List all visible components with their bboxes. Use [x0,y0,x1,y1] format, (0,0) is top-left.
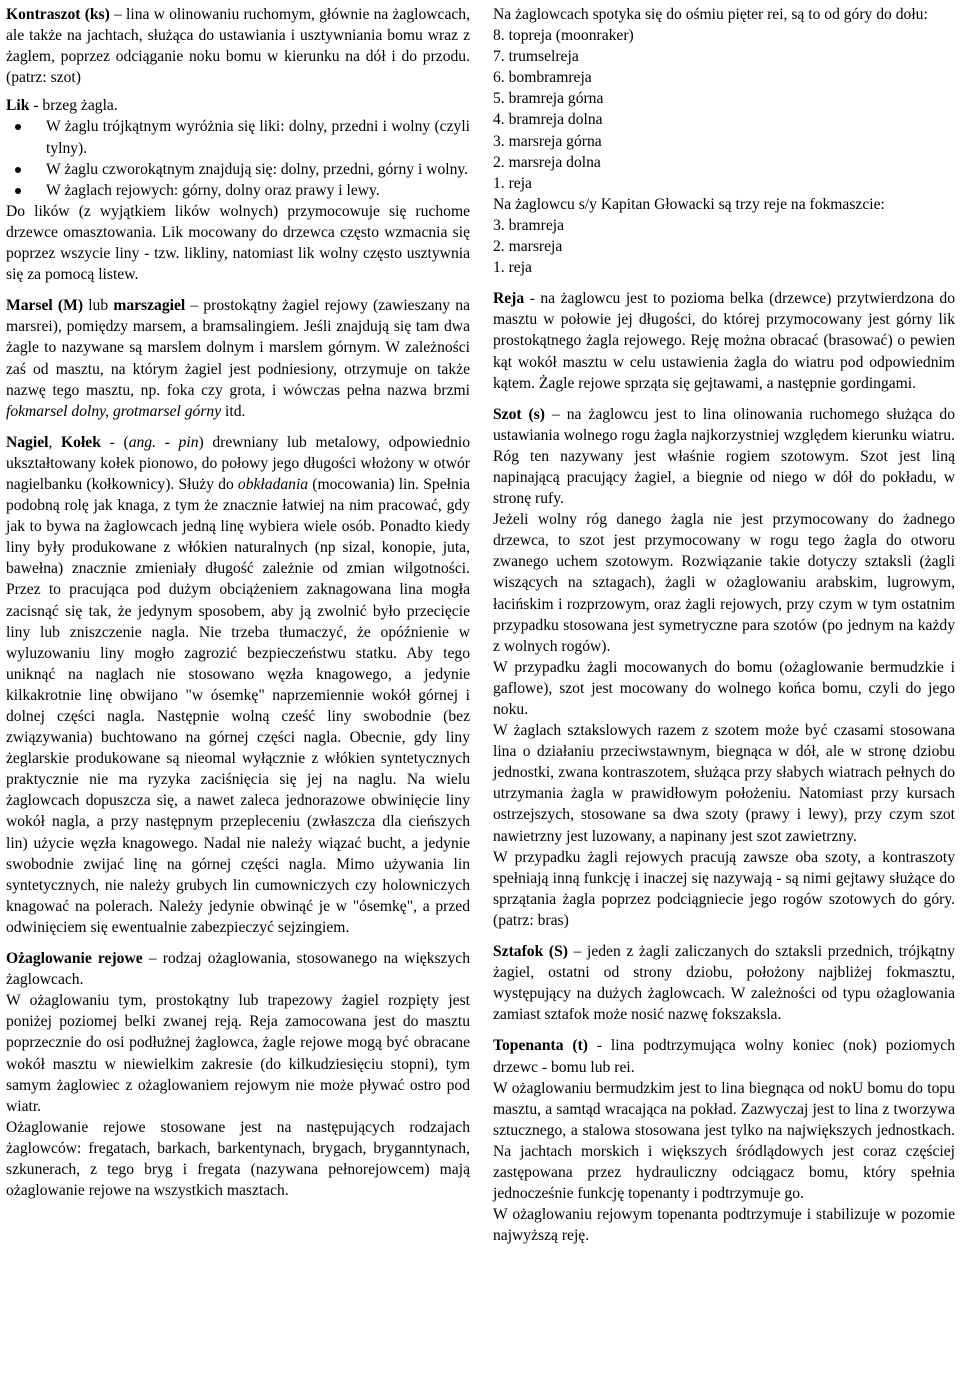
italic-obkladania: obkładania [237,475,309,493]
paragraph-szot-2: Jeżeli wolny róg danego żagla nie jest przymocowany do żadnego drzewca, to szot jest przymocowany w rogu tego żagla do otworu zwanego uchem szotowym. Rozwiązanie takie dotyczy sztaksli (żagli wiszących na sztagach), żagli w ożaglowaniu arabskim, lugrowym, łacińskim i rozprzowym, oraz żagli rejowych, przy czym w tym ostatnim przypadku stosowana jest symetryczne para szotów (po jednym na każdy z wolnych rogów). [493,511,955,655]
list-item: 4. bramreja dolna [493,111,603,129]
entry-topenanta [493,1035,955,1077]
bullet-item: W żaglu czworokątnym znajdują się: dolny, przedni, górny i wolny. [6,159,470,180]
list-item: 3. marsreja górna [493,132,602,150]
separator: , [48,433,62,451]
definition-kontraszot: – lina w olinowaniu ruchomym, głównie na żaglowcach, ale także na jachtach, służąca do ustawiania i usztywniania bomu wraz z żaglem, poprzez odciąganie noku bomu w kierunku na dół i do przodu. (patrz: szot) [6,6,470,87]
dash-text: - ( [100,433,129,451]
paragraph-szot-5: W przypadku żagli rejowych pracują zawsze oba szoty, a kontraszoty spełniają inną funkcję i inaczej się nazywają - są nimi gejtawy służące do sprzątania żagla poprzez podciągniecie jego rogów szotowych do góry. (patrz: bras) [493,848,955,929]
term-kolek: Kołek [61,433,101,451]
italic-pin: - pin [155,433,199,451]
yard-levels-list [493,25,955,194]
entry-ozaglowanie [6,948,470,990]
definition-ozaglowanie: – rodzaj ożaglowania, stosowanego na większych żaglowcach. [6,950,470,989]
term-ozaglowanie: Ożaglowanie rejowe [6,950,143,968]
term-marszagiel: marszagiel [113,297,186,315]
text-end: itd. [221,402,246,420]
entry-marsel [6,295,470,422]
term-sztafok: Sztafok (S) [493,943,568,961]
definition-nagiel-2: (mocowania) lin. Spełnia podobną rolę jak knaga, z tym że znacznie łatwiej na nim pracować, gdy jak to bywa na żaglowcach jedną linę wybiera wiele osób. Ponadto kiedy liny były produkowane z włókien naturalnych (np sizal, konopie, juta, bawełna) znacznie zmieniały długość zależnie od zmian wilgotności. Przez to pracująca pod dużym obciążeniem zaknagowana lina mogła zacisnąć się tak, że jedynym sposobem, aby ją zwolnić było przecięcie liny lub zniszczenie nagla. Nie trzeba tłumaczyć, że opóźnienie w wyluzowaniu liny mogło zagrozić bezpieczeństwu statku. Aby tego uniknąć na naglach nie stosowano węzła knagowego, a jedynie kilkakrotnie linę obwijano "w ósemkę" naprzemiennie wokół górnej i dolnej części nagla. Następnie wolną cześć liny swobodnie (bez związywania) buchtowano na górnej części nagla. Obecnie, gdy liny żeglarskie produkowane są nieomal wyłącznie z włókien syntetycznych praktycznie nie ma ryzyka zaciśnięcia się jej na naglu. Na wielu żaglowcach dopuszcza się, a nawet zaleca jednorazowe obwinięcie liny wokół nagla, a przy następnym przepleceniu (zwłaszcza dla cieńszych lin) użycie węzła knagowego. Nadal nie należy wiązać bucht, a jedynie swobodnie zwijać linę na górnej części nagla. Mimo używania lin syntetycznych, nie należy grubych lin cumowniczych czy holowniczych knagować na polerach. Należy jedynie obwinąć je w "ósemkę", a przed odwinięciem się ewentualnie zabezpieczyć sejzingiem. [6,475,470,936]
term-lik: Lik [6,97,30,115]
definition-szot: – na żaglowcu jest to lina olinowania ruchomego służąca do ustawiania wolnego rogu żagla najkorzystniej względem kierunku wiatru. Róg ten nazywany jest właśnie rogiem szotowym. Szot jest liną napinającą pracujący żagiel, a biegnie od niego w dół do pokładu, w stronę rufy. [493,405,955,508]
term-szot: Szot (s) [493,405,546,423]
connector-text: lub [83,297,114,315]
entry-reja [493,288,955,393]
term-marsel: Marsel (M) [6,297,84,315]
paragraph-topenanta-3: W ożaglowaniu rejowym topenanta podtrzymuje i stabilizuje w pozomie najwyższą reję. [493,1206,955,1245]
paragraph-szot-4: W żaglach sztakslowych razem z szotem może być czasami stosowana lina o działaniu przeciwstawnym, biegnąca w dół, ale w stronę dziobu jednostki, zwana kontraszotem, służąca przy słabych wiatrach pełnych do utrzymania żagla w prawidłowym położeniu. Natomiast przy kursach ostrzejszych, stosowane sa dwa szoty (prawy i lewy), przy czym szot nawietrzny jest luzowany, a napinany jest szot zawietrzny. [493,722,955,845]
lik-bullet-list [6,116,470,200]
term-nagiel: Nagiel [6,433,49,451]
paragraph-szot-3: W przypadku żagli mocowanych do bomu (ożaglowanie bermudzkie i gaflowe), szot jest mocowany do wolnego końca bomu, czyli do jego noku. [493,658,955,718]
list-item: 2. marsreja [493,238,563,256]
paragraph-ozaglowanie-2: W ożaglowaniu tym, prostokątny lub trapezowy żagiel rozpięty jest poniżej poziomej belki zwanej reją. Reja zamocowana jest do masztu poprzecznie do osi podłużnej żaglowca, żagle rejowe mogą być obracane wokół masztu w niewielkim zakresie (do kilkudziesięciu stopni), tym samym żaglowiec z ożaglowaniem rejowym nie może pływać ostro pod wiatr. [6,992,470,1115]
paragraph-topenanta-2: W ożaglowaniu bermudzkim jest to lina biegnąca od nokU bomu do topu masztu, a samtąd wracająca na pokład. Zazwyczaj jest to lina z tworzywa sztucznego, a stalowa stosowana jest tylko na największych jednostkach. Na jachtach morskich i większych śródlądowych jest coraz częściej zastępowana przez hydrauliczny odciągacz bomu, który spełnia jednocześnie funkcję topenanty i podtrzymuje go. [493,1079,955,1203]
paragraph-ozaglowanie-3: Ożaglowanie rejowe stosowane jest na następujących rodzajach żaglowców: fregatach, barkach, barkentynach, brygach, bryganntynach, szkunerach, z tego bryg i fregata (nazywana pełnorejowcem) mają ożaglowanie rejowe na wszystkich masztach. [6,1118,470,1200]
paragraph-pietra-intro: Na żaglowcach spotyka się do ośmiu pięter rei, są to od góry do dołu: [493,6,928,23]
paragraph-lik-after: Do lików (z wyjątkiem lików wolnych) przymocowuje się ruchome drzewce omasztowania. Lik mocowany do drzewca często wzmacnia się poprzez wszycie liny - tzw. likliny, natomiast lik wolny często usztywnia się za pomocą listew. [6,202,470,284]
entry-sztafok [493,941,955,1025]
list-item: 1. reja [493,259,532,277]
list-item: 5. bramreja górna [493,90,604,108]
right-column [493,4,955,1246]
definition-nagiel-1: ) drewniany lub metalowy, odpowiednio ukształtowany kołek pionowo, do połowy jego długości włożony w otwór nagielbanku (kołkownicy). Służy do [6,433,471,493]
entry-nagiel [6,432,470,938]
list-item: 1. reja [493,174,532,192]
bullet-item: W żaglach rejowych: górny, dolny oraz prawy i lewy. [6,180,470,201]
left-column [6,4,470,1201]
definition-marsel: – prostokątny żagiel rejowy (zawieszany na marsrei), pomiędzy marsem, a bramsalingiem. Jeśli znajdują się tam dwa żagle to nazywane są marslem dolnym i marslem górnym. W zależności zaś od masztu, na którym żagiel jest podniesiony, otrzymuje on także nazwę tego masztu, np. foka czy grota, i wówczas pełna nazwa brzmi [6,297,470,399]
entry-kontraszot [6,4,470,88]
list-item: 8. topreja (moonraker) [493,27,634,45]
definition-topenanta: - lina podtrzymująca wolny koniec (nok) poziomych drzewc - bomu lub rei. [493,1037,956,1076]
kapitan-yards-list [493,215,955,278]
list-item: 2. marsreja dolna [493,153,601,171]
list-item: 3. bramreja [493,216,565,234]
paragraph-kapitan-intro: Na żaglowcu s/y Kapitan Głowacki są trzy reje na fokmaszcie: [493,195,885,213]
bullet-item: W żaglu trójkątnym wyróżnia się liki: dolny, przedni i wolny (czyli tylny). [6,116,470,158]
term-reja: Reja [493,290,525,308]
definition-reja: - na żaglowcu jest to pozioma belka (drzewce) przytwierdzona do masztu w połowie jej długości, do której przymocowany jest górny lik prostokątnego żagla rejowego. Reję można obracać (brasować) o pewien kąt wokół masztu w celu ustawienia żagla do wiatru pod odpowiednim kątem. Żagle rejowe sprząta się gejtawami, a następnie gordingami. [493,290,955,392]
italic-ang: ang. [128,433,156,451]
italic-names: fokmarsel dolny, grotmarsel górny [6,402,222,420]
term-topenanta: Topenanta (t) [493,1037,588,1055]
definition-lik: - brzeg żagla. [29,97,118,115]
entry-lik [6,95,470,116]
entry-szot [493,404,955,509]
definition-sztafok: – jeden z żagli zaliczanych do sztaksli przednich, trójkątny żagiel, ostatni od strony dziobu, położony najbliżej fokmasztu, występujący na dużych żaglowcach. W zależności od typu ożaglowania zamiast sztafok może nosić nazwę fokszaksla. [493,943,955,1024]
list-item: 7. trumselreja [493,48,579,66]
term-kontraszot: Kontraszot (ks) [6,6,110,23]
list-item: 6. bombramreja [493,69,592,87]
